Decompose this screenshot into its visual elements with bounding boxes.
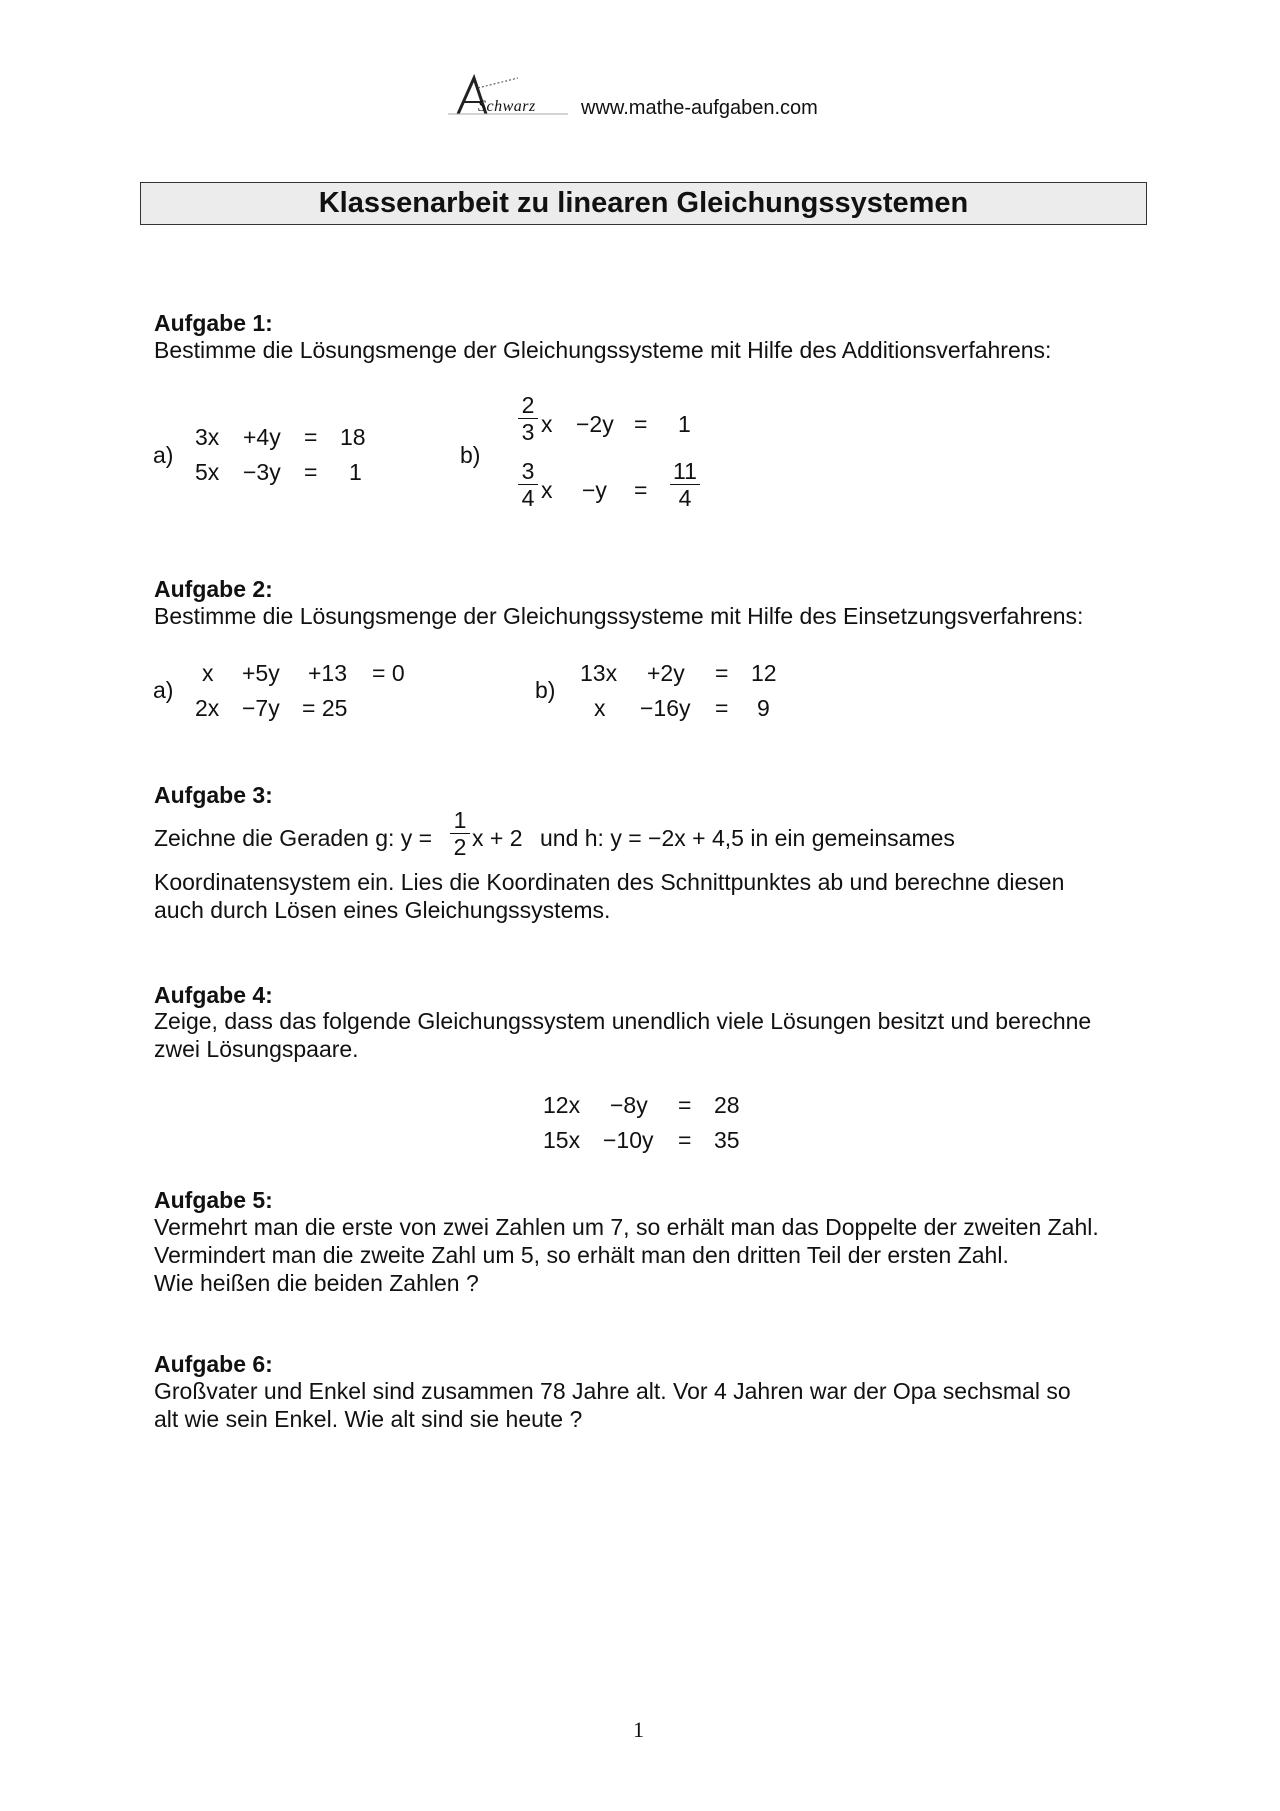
eq-cell: =	[678, 1127, 692, 1153]
eq-cell: +13	[308, 660, 348, 686]
task-4-text: Zeige, dass das folgende Gleichungssystem unendlich viele Lösungen besitzt und berechne zwei Lösungspaare.	[154, 1008, 1092, 1062]
fraction: 1 2	[450, 808, 470, 859]
task-3-heading: Aufgabe 3:	[154, 782, 273, 808]
task-6-line: Großvater und Enkel sind zusammen 78 Jahre alt. Vor 4 Jahren war der Opa sechsmal so	[154, 1378, 1071, 1404]
eq-cell: =	[634, 477, 648, 503]
eq-cell: +5y	[242, 660, 280, 686]
eq-cell: x	[202, 660, 214, 686]
task-2-heading: Aufgabe 2:	[154, 576, 273, 602]
eq-cell: = 25	[302, 695, 348, 721]
task-6-line: alt wie sein Enkel. Wie alt sind sie heute ?	[154, 1406, 583, 1432]
fraction: 3 4	[518, 459, 538, 510]
eq-cell: −8y	[610, 1092, 648, 1118]
task-2-text: Bestimme die Lösungsmenge der Gleichungssysteme mit Hilfe des Einsetzungsverfahrens:	[154, 603, 1084, 629]
eq-cell: 2x	[195, 695, 220, 721]
eq-cell: x	[541, 411, 553, 437]
eq-cell: −16y	[640, 695, 691, 721]
task-3-text-end: Koordinatensystem ein. Lies die Koordinaten des Schnittpunktes ab und berechne diesen auch durch Lösen eines Gleichungssystems.	[154, 869, 1065, 923]
eq-cell: =	[715, 695, 729, 721]
eq-cell: =	[634, 411, 648, 437]
eq-cell: 15x	[543, 1127, 581, 1153]
logo-text: Schwarz	[478, 98, 536, 115]
fraction: 11 4	[670, 459, 700, 510]
task-4-heading: Aufgabe 4:	[154, 982, 273, 1008]
task-1-text: Bestimme die Lösungsmenge der Gleichungssysteme mit Hilfe des Additionsverfahrens:	[154, 337, 1052, 363]
eq-cell: 28	[714, 1092, 740, 1118]
eq-cell: 13x	[580, 660, 618, 686]
task-5-heading: Aufgabe 5:	[154, 1187, 273, 1213]
fraction: 2 3	[518, 393, 538, 444]
task-5-line: Vermehrt man die erste von zwei Zahlen um 7, so erhält man das Doppelte der zweiten Zahl.	[154, 1214, 1099, 1240]
eq-cell: −y	[582, 477, 607, 503]
eq-cell: 3x	[195, 424, 220, 450]
eq-cell: +4y	[243, 424, 281, 450]
task-1b-label: b)	[460, 442, 481, 468]
eq-cell: 9	[757, 695, 770, 721]
task-1a-label: a)	[153, 442, 174, 468]
eq-cell: 35	[714, 1127, 740, 1153]
eq-cell: =	[304, 459, 318, 485]
task-3-text-start: Zeichne die Geraden g: y =	[154, 825, 433, 851]
eq-cell: =	[304, 424, 318, 450]
eq-cell: = 0	[372, 660, 405, 686]
task-3-g-rest: x + 2	[472, 825, 523, 851]
eq-cell: x	[594, 695, 606, 721]
eq-cell: −7y	[242, 695, 280, 721]
page-title: Klassenarbeit zu linearen Gleichungssystemen	[140, 182, 1147, 225]
header-url: www.mathe-aufgaben.com	[581, 97, 818, 119]
task-2a-label: a)	[153, 677, 174, 703]
eq-cell: −10y	[603, 1127, 654, 1153]
eq-cell: −3y	[243, 459, 281, 485]
task-5-line: Wie heißen die beiden Zahlen ?	[154, 1270, 479, 1296]
page-number: 1	[633, 1717, 644, 1742]
eq-cell: x	[541, 477, 553, 503]
task-6-heading: Aufgabe 6:	[154, 1351, 273, 1377]
eq-cell: 1	[349, 459, 362, 485]
eq-cell: 12x	[543, 1092, 581, 1118]
eq-cell: 12	[751, 660, 777, 686]
task-3-h-text: und h: y = −2x + 4,5 in ein gemeinsames	[540, 825, 955, 851]
eq-cell: 1	[678, 411, 691, 437]
eq-cell: =	[715, 660, 729, 686]
eq-cell: +2y	[647, 660, 685, 686]
eq-cell: −2y	[576, 411, 614, 437]
eq-cell: 18	[340, 424, 366, 450]
task-5-line: Vermindert man die zweite Zahl um 5, so erhält man den dritten Teil der ersten Zahl.	[154, 1242, 1009, 1268]
task-1-heading: Aufgabe 1:	[154, 310, 273, 336]
eq-cell: 5x	[195, 459, 220, 485]
eq-cell: =	[678, 1092, 692, 1118]
schwarz-logo	[448, 74, 568, 118]
task-2b-label: b)	[535, 677, 556, 703]
